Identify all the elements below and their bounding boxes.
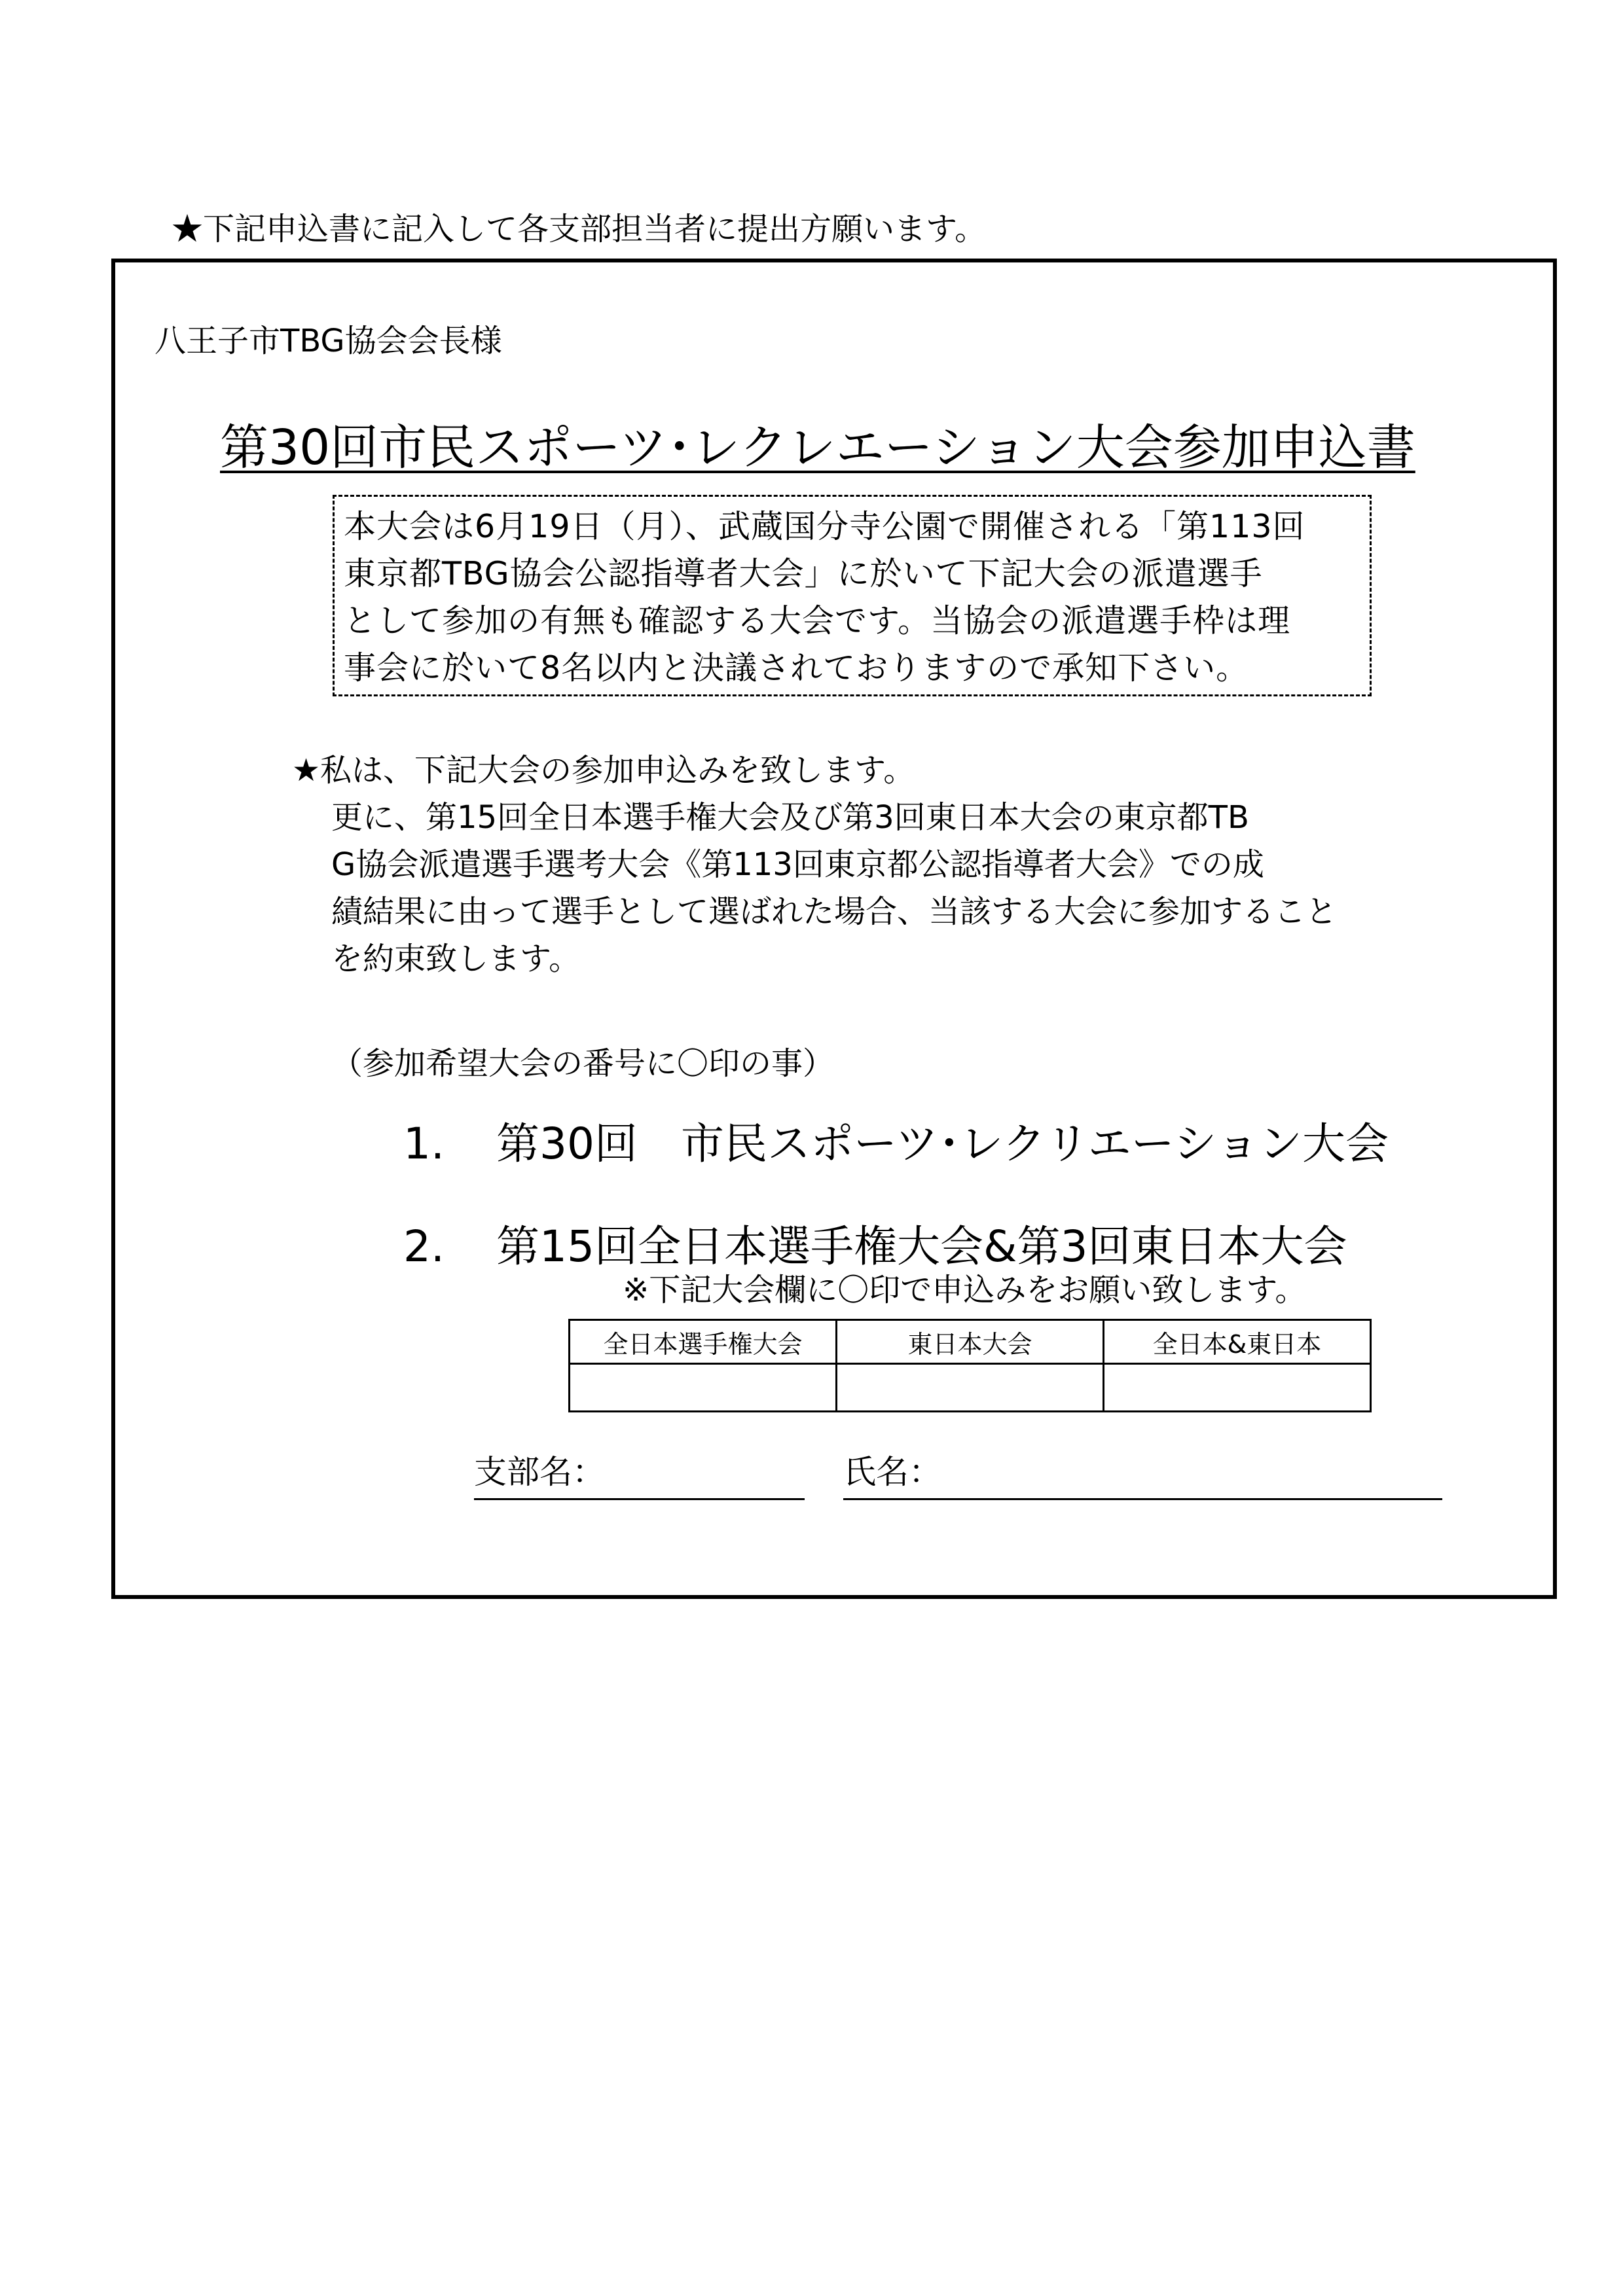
pledge-statement [292, 747, 1337, 982]
name-label: 氏名： [843, 1453, 941, 1491]
top-instruction-note: ★下記申込書に記入して各支部担当者に提出方願います。 [172, 211, 987, 247]
pledge-line: 績結果に由って選手として選ばれた場合、当該する大会に参加すること [331, 893, 1338, 930]
applicant-name-field[interactable] [843, 1498, 1442, 1500]
notice-line: 事会に於いて8名以内と決議されておりますので承知下さい。 [344, 649, 1249, 687]
application-form [111, 259, 1557, 1599]
notice-box [333, 495, 1372, 696]
entry-cell-both[interactable] [1104, 1364, 1371, 1412]
notice-line: 東京都TBG協会公認指導者大会」に於いて下記大会の派遣選手 [344, 555, 1263, 592]
entry-cell-all-japan[interactable] [570, 1364, 837, 1412]
notice-line: 本大会は6月19日（月）、武蔵国分寺公園で開催される「第113回 [344, 508, 1305, 545]
branch-label: 支部名： [474, 1453, 605, 1491]
table-header: 全日本&東日本 [1104, 1320, 1371, 1364]
pledge-line: ★私は、下記大会の参加申込みを致します。 [292, 752, 915, 789]
notice-line: として参加の有無も確認する大会です。当協会の派遣選手枠は理 [344, 602, 1291, 639]
pledge-line: 更に、第15回全日本選手権大会及び第3回東日本大会の東京都TB [331, 799, 1249, 836]
table-entry-row [570, 1364, 1371, 1412]
option-item-2[interactable] [403, 1219, 1347, 1274]
entry-cell-east-japan[interactable] [837, 1364, 1104, 1412]
option-label: 第30回 市民スポーツ･レクリエーション大会 [496, 1119, 1389, 1169]
selection-instruction: （参加希望大会の番号に〇印の事） [331, 1045, 835, 1082]
option-item-1[interactable] [403, 1117, 1389, 1172]
recipient-line: 八王子市TBG協会会長様 [155, 323, 502, 359]
option-number: 1. [403, 1119, 445, 1169]
table-header-row [570, 1320, 1371, 1364]
tournament-selection-table [568, 1319, 1372, 1412]
form-title: 第30回市民スポーツ･レクレエーション大会参加申込書 [220, 420, 1415, 476]
option-number: 2. [403, 1221, 445, 1272]
pledge-line: を約束致します。 [331, 941, 581, 977]
pledge-line: G協会派遣選手選考大会《第113回東京都公認指導者大会》での成 [331, 846, 1264, 883]
option-label: 第15回全日本選手権大会&第3回東日本大会 [496, 1221, 1347, 1272]
table-note: ※下記大会欄に〇印で申込みをお願い致します。 [623, 1272, 1307, 1308]
table-header: 全日本選手権大会 [570, 1320, 837, 1364]
table-header: 東日本大会 [837, 1320, 1104, 1364]
branch-name-field[interactable] [474, 1498, 805, 1500]
